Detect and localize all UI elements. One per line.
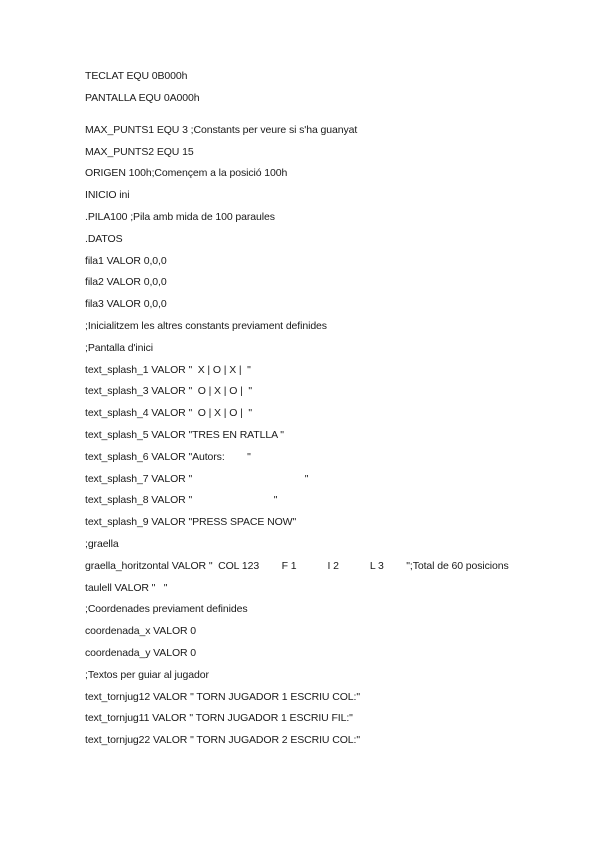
code-line: text_splash_6 VALOR "Autors: " <box>85 450 251 463</box>
code-line: TECLAT EQU 0B000h <box>85 70 188 82</box>
code-line: text_tornjug11 VALOR " TORN JUGADOR 1 ESCRIU FIL:" <box>85 712 353 725</box>
code-line: fila3 VALOR 0,0,0 <box>85 298 167 311</box>
code-listing <box>85 70 515 756</box>
code-line: graella_horitzontal VALOR " COL 123 F 1 I 2 L 3 ";Total de 60 posicions <box>85 559 509 572</box>
code-line: fila1 VALOR 0,0,0 <box>85 254 167 267</box>
code-line: fila2 VALOR 0,0,0 <box>85 276 167 289</box>
code-line: PANTALLA EQU 0A000h <box>85 91 200 104</box>
code-line: MAX_PUNTS1 EQU 3 ;Constants per veure si s'ha guanyat <box>85 123 358 136</box>
code-line: text_splash_8 VALOR " " <box>85 494 278 507</box>
code-line: ORIGEN 100h;Començem a la posició 100h <box>85 167 288 180</box>
code-line: INICIO ini <box>85 189 130 202</box>
code-line: ;Textos per guiar al jugador <box>85 668 209 681</box>
code-line: ;Coordenades previament definides <box>85 603 248 616</box>
code-line: taulell VALOR " " <box>85 581 168 594</box>
code-line: .PILA100 ;Pila amb mida de 100 paraules <box>85 210 275 223</box>
code-line: .DATOS <box>85 232 123 245</box>
code-line: text_splash_4 VALOR " O | X | O | " <box>85 407 252 420</box>
code-line: text_tornjug12 VALOR " TORN JUGADOR 1 ESCRIU COL:" <box>85 690 360 703</box>
code-line: ;Inicialitzem les altres constants previament definides <box>85 319 327 332</box>
code-line: coordenada_y VALOR 0 <box>85 646 197 659</box>
code-line: coordenada_x VALOR 0 <box>85 625 197 638</box>
code-line: MAX_PUNTS2 EQU 15 <box>85 145 194 158</box>
code-line: text_splash_9 VALOR "PRESS SPACE NOW" <box>85 516 297 529</box>
code-line: ;Pantalla d'inici <box>85 341 154 354</box>
code-line: ;graella <box>85 537 119 550</box>
code-line: text_splash_5 VALOR "TRES EN RATLLA " <box>85 428 284 441</box>
code-line: text_splash_1 VALOR " X | O | X | " <box>85 363 251 376</box>
code-line: text_splash_3 VALOR " O | X | O | " <box>85 385 252 398</box>
code-line: text_splash_7 VALOR " " <box>85 472 309 485</box>
code-line: text_tornjug22 VALOR " TORN JUGADOR 2 ESCRIU COL:" <box>85 734 360 747</box>
